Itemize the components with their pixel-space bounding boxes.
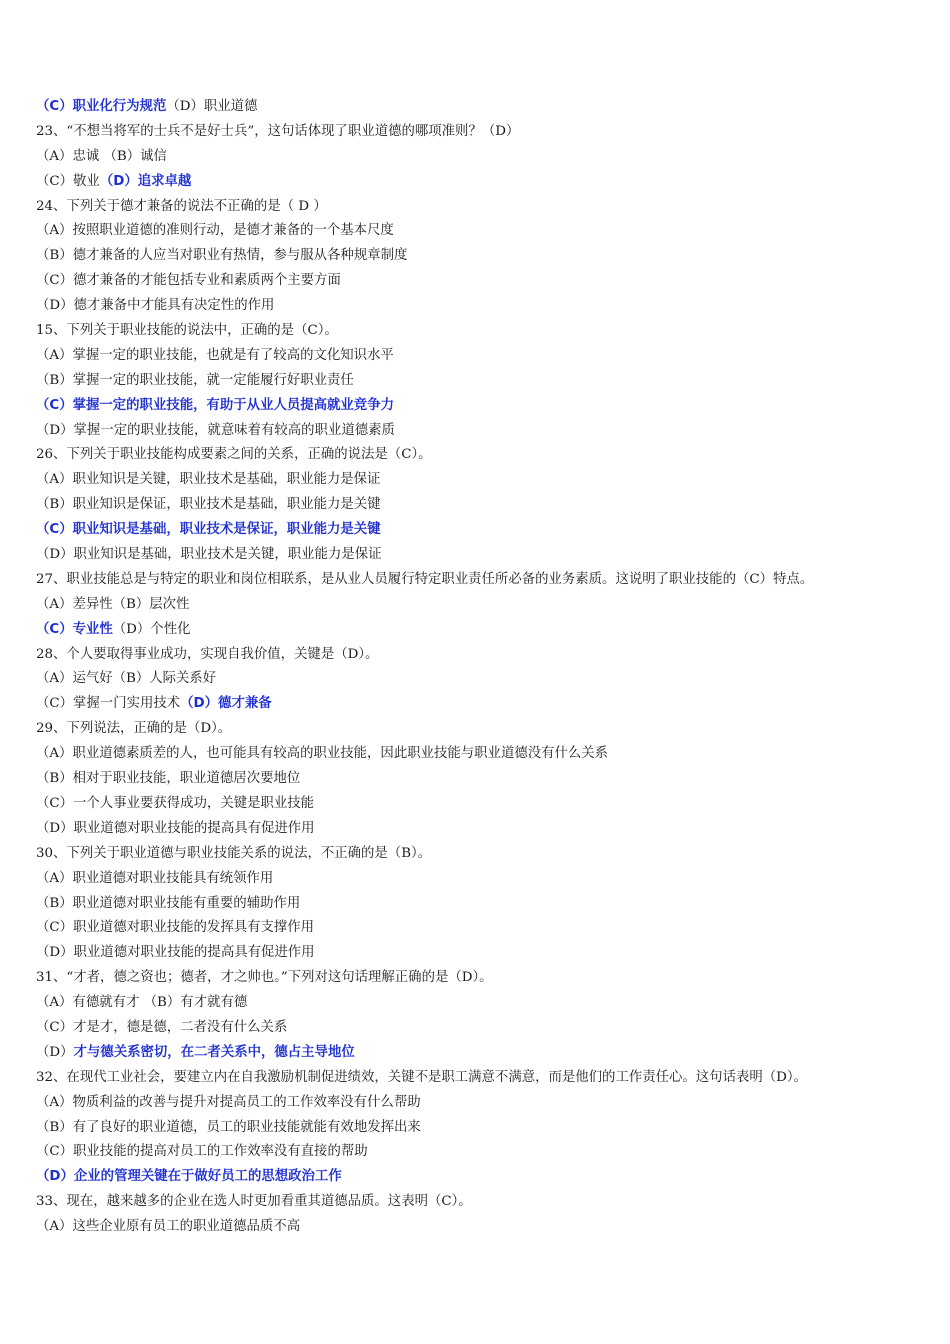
- text-line: [36, 443, 916, 468]
- text-segment: （A）忠诚 （B）诚信: [36, 148, 167, 164]
- text-segment: 31、“才者，德之资也；德者，才之帅也。”下列对这句话理解正确的是（D）。: [36, 970, 493, 986]
- text-segment: 29、下列说法，正确的是（D）。: [36, 721, 232, 737]
- text-line: [36, 120, 916, 145]
- text-line: [36, 1140, 916, 1165]
- text-segment: 23、“不想当将军的士兵不是好士兵”，这句话体现了职业道德的哪项准则？（D）: [36, 123, 520, 139]
- text-line: [36, 95, 916, 120]
- text-segment: （A）有德就有才 （B）有才就有德: [36, 995, 248, 1011]
- text-line: [36, 419, 916, 444]
- text-line: [36, 593, 916, 618]
- text-line: [36, 842, 916, 867]
- answer-highlight: （C）掌握一定的职业技能，有助于从业人员提高就业竞争力: [36, 397, 394, 413]
- text-segment: （B）职业道德对职业技能有重要的辅助作用: [36, 895, 301, 911]
- text-segment: 30、下列关于职业道德与职业技能关系的说法，不正确的是（B）。: [36, 845, 432, 861]
- text-line: [36, 991, 916, 1016]
- text-line: [36, 1091, 916, 1116]
- text-segment: 27、职业技能总是与特定的职业和岗位相联系，是从业人员履行特定职业责任所必备的业务素质。这说明了职业技能的（C）特点。: [36, 571, 814, 587]
- text-line: [36, 394, 916, 419]
- text-segment: （D）职业知识是基础，职业技术是关键，职业能力是保证: [36, 547, 382, 563]
- text-line: [36, 518, 916, 543]
- text-segment: （C）一个人事业要获得成功，关键是职业技能: [36, 795, 315, 811]
- text-line: [36, 643, 916, 668]
- text-line: [36, 269, 916, 294]
- text-line: [36, 1016, 916, 1041]
- text-segment: 28、个人要取得事业成功，实现自我价值，关键是（D）。: [36, 646, 379, 662]
- text-line: [36, 717, 916, 742]
- answer-highlight: （D）企业的管理关键在于做好员工的思想政治工作: [36, 1169, 342, 1185]
- text-line: [36, 468, 916, 493]
- text-line: [36, 667, 916, 692]
- text-segment: 24、下列关于德才兼备的说法不正确的是（ D ）: [36, 198, 327, 214]
- text-segment: （D）: [36, 1044, 74, 1060]
- text-segment: （C）敬业: [36, 173, 100, 189]
- text-segment: （B）有了良好的职业道德，员工的职业技能就能有效地发挥出来: [36, 1119, 421, 1135]
- text-segment: （B）德才兼备的人应当对职业有热情，参与服从各种规章制度: [36, 248, 408, 264]
- text-segment: （B）掌握一定的职业技能，就一定能履行好职业责任: [36, 372, 354, 388]
- answer-highlight: 才与德关系密切，在二者关系中，德占主导地位: [73, 1044, 355, 1060]
- text-segment: （A）这些企业原有员工的职业道德品质不高: [36, 1219, 301, 1235]
- text-line: [36, 941, 916, 966]
- text-line: [36, 195, 916, 220]
- text-line: [36, 1165, 916, 1190]
- text-line: [36, 369, 916, 394]
- text-segment: （B）相对于职业技能，职业道德居次要地位: [36, 771, 301, 787]
- text-segment: （A）差异性（B）层次性: [36, 596, 190, 612]
- text-line: [36, 618, 916, 643]
- text-segment: （C）职业道德对职业技能的发挥具有支撑作用: [36, 920, 315, 936]
- answer-highlight: （C）职业化行为规范: [36, 99, 167, 114]
- text-line: [36, 916, 916, 941]
- text-line: [36, 692, 916, 717]
- answer-highlight: （D）追求卓越: [99, 173, 192, 189]
- text-segment: 15、下列关于职业技能的说法中，正确的是（C）。: [36, 323, 338, 339]
- text-segment: 33、现在，越来越多的企业在选人时更加看重其道德品质。这表明（C）。: [36, 1194, 472, 1210]
- text-line: [36, 867, 916, 892]
- text-segment: （A）物质利益的改善与提升对提高员工的工作效率没有什么帮助: [36, 1094, 421, 1110]
- text-segment: （C）掌握一门实用技术: [36, 696, 181, 712]
- text-line: [36, 244, 916, 269]
- text-segment: （D）德才兼备中才能具有决定性的作用: [36, 298, 275, 314]
- text-line: [36, 1215, 916, 1240]
- text-segment: （D）个性化: [112, 621, 191, 637]
- answer-highlight: （C）职业知识是基础，职业技术是保证，职业能力是关键: [36, 522, 381, 538]
- text-line: [36, 742, 916, 767]
- text-line: [36, 344, 916, 369]
- text-line: [36, 767, 916, 792]
- text-segment: （C）才是才，德是德，二者没有什么关系: [36, 1019, 288, 1035]
- text-segment: （A）运气好（B）人际关系好: [36, 671, 217, 687]
- text-segment: （A）掌握一定的职业技能，也就是有了较高的文化知识水平: [36, 347, 394, 363]
- text-line: [36, 294, 916, 319]
- text-line: [36, 568, 916, 593]
- text-segment: （A）职业知识是关键，职业技术是基础，职业能力是保证: [36, 472, 381, 488]
- text-line: [36, 1116, 916, 1141]
- document-body: [36, 95, 916, 1240]
- text-line: [36, 1190, 916, 1215]
- text-line: [36, 319, 916, 344]
- text-line: [36, 219, 916, 244]
- text-line: [36, 145, 916, 170]
- text-line: [36, 792, 916, 817]
- text-segment: （C）职业技能的提高对员工的工作效率没有直接的帮助: [36, 1144, 368, 1160]
- text-segment: 32、在现代工业社会，要建立内在自我激励机制促进绩效，关键不是职工满意不满意，而是他们的工作责任心。这句话表明（D）。: [36, 1069, 807, 1085]
- text-line: [36, 1041, 916, 1066]
- text-segment: （D）职业道德对职业技能的提高具有促进作用: [36, 945, 315, 961]
- text-segment: （D）职业道德: [166, 99, 258, 114]
- text-line: [36, 966, 916, 991]
- text-line: [36, 817, 916, 842]
- text-line: [36, 543, 916, 568]
- text-segment: （D）掌握一定的职业技能，就意味着有较高的职业道德素质: [36, 422, 395, 438]
- text-segment: （C）德才兼备的才能包括专业和素质两个主要方面: [36, 273, 341, 289]
- text-segment: （A）职业道德对职业技能具有统领作用: [36, 870, 274, 886]
- text-segment: （A）职业道德素质差的人，也可能具有较高的职业技能，因此职业技能与职业道德没有什么关系: [36, 746, 609, 762]
- text-line: [36, 170, 916, 195]
- text-segment: （A）按照职业道德的准则行动，是德才兼备的一个基本尺度: [36, 223, 394, 239]
- text-segment: （D）职业道德对职业技能的提高具有促进作用: [36, 820, 315, 836]
- text-line: [36, 1066, 916, 1091]
- text-line: [36, 892, 916, 917]
- text-segment: （B）职业知识是保证，职业技术是基础，职业能力是关键: [36, 497, 381, 513]
- text-segment: 26、下列关于职业技能构成要素之间的关系，正确的说法是（C）。: [36, 447, 432, 463]
- text-line: [36, 493, 916, 518]
- answer-highlight: （C）专业性: [36, 621, 113, 637]
- answer-highlight: （D）德才兼备: [180, 696, 272, 712]
